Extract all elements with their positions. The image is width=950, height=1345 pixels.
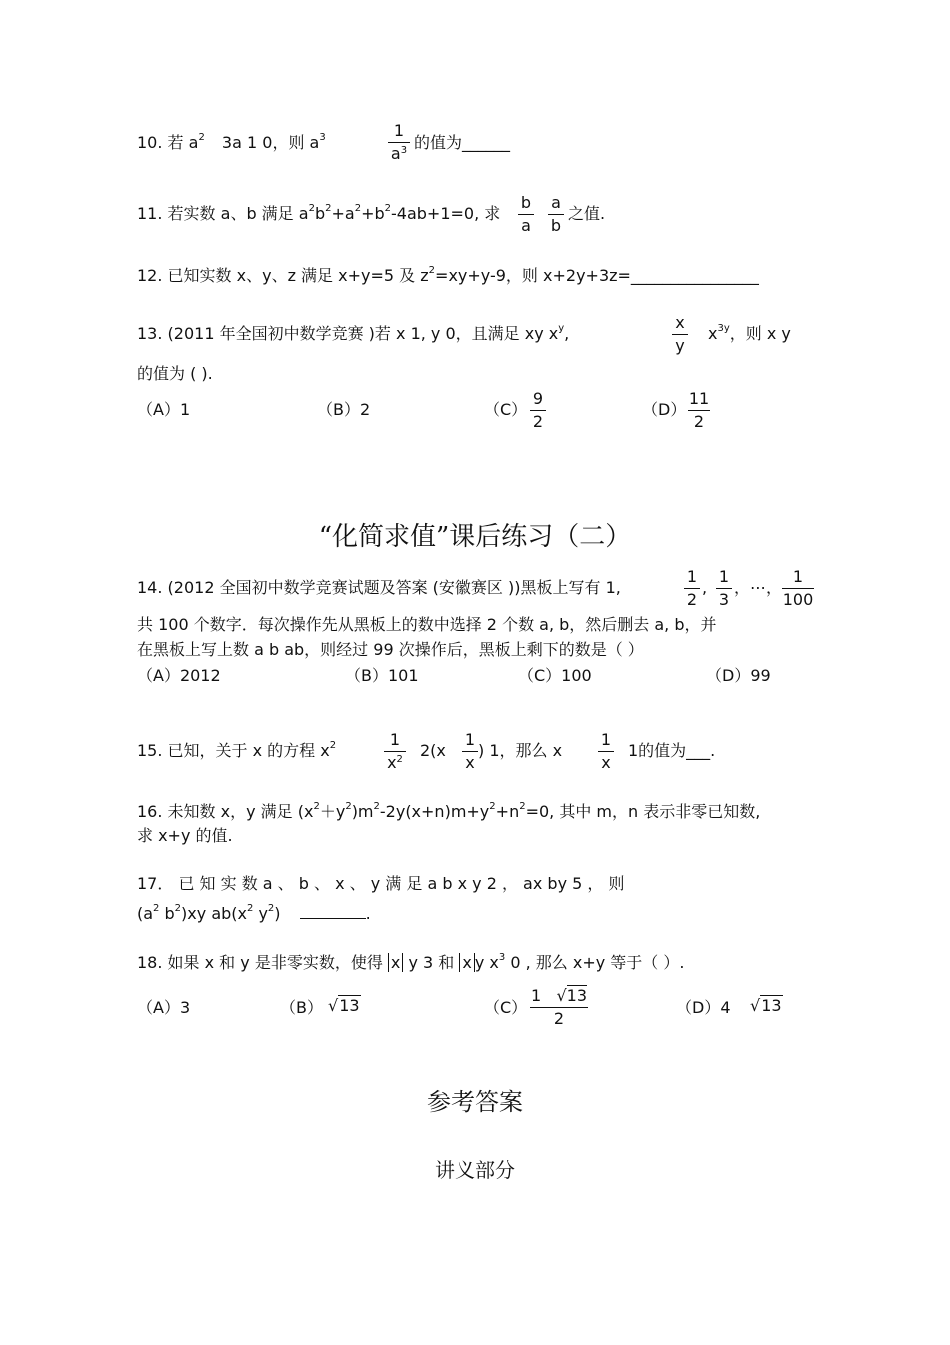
q14-line3: 在黑板上写上数 a b ab，则经过 99 次操作后，黑板上剩下的数是（ ） bbox=[137, 640, 644, 659]
q17-line2: ($a^2$ $b^2)xy$ $ab(x^2$ $y^2$) . bbox=[137, 903, 371, 923]
q11-fraction-a-over-b: a b bbox=[548, 193, 564, 236]
q14-option-a: （A）2012 bbox=[137, 666, 221, 685]
q15-fraction-3: 1 x bbox=[598, 730, 614, 773]
q14-option-c: （C）100 bbox=[518, 666, 592, 685]
q15-fraction-2: 1 x bbox=[462, 730, 478, 773]
q18-line: 18. 如果 x 和 y 是非零实数，使得 x y 3 和 x y $x^3$ 0 , 那么 x+y 等于（ ）. bbox=[137, 952, 685, 972]
q13-line2: 的值为 ( ). bbox=[137, 364, 213, 383]
section-heading-practice: “化简求值”课后练习（二） bbox=[318, 522, 632, 552]
q14-line2: 共 100 个数字．每次操作先从黑板上的数中选择 2 个数 a, b，然后删去 a, b，并 bbox=[137, 615, 717, 634]
q18-option-c: （C） bbox=[484, 998, 528, 1017]
q11-fraction-b-over-a: b a bbox=[518, 193, 534, 236]
q18-abs-x-2: x bbox=[459, 953, 474, 972]
q15-line: 15. 已知，关于 x 的方程 $x^2$ bbox=[137, 740, 337, 760]
q12-line: 12. 已知实数 x、y、z 满足 x+y=5 及 $z^2=xy+y-9$，则 x+2y+3z=________________ bbox=[137, 265, 759, 285]
q13-line1: 13. (2011 年全国初中数学竞赛 )若 x 1, y 0，且满足 xy $x^y$, bbox=[137, 323, 570, 343]
q13-fraction-x-over-y: x y bbox=[672, 313, 688, 356]
section-heading-lecture: 讲义部分 bbox=[435, 1158, 515, 1182]
q10-number: 10. bbox=[137, 133, 163, 152]
section-heading-answers: 参考答案 bbox=[427, 1088, 523, 1116]
q13-option-b: （B）2 bbox=[317, 400, 371, 419]
q13-option-a: （A）1 bbox=[137, 400, 191, 419]
q13-option-c: （C） bbox=[484, 400, 528, 419]
q13-option-d-fraction: 11 2 bbox=[688, 389, 710, 431]
q18-option-b-sqrt: √13 bbox=[328, 996, 360, 1015]
q16-line2: 求 x+y 的值. bbox=[137, 826, 233, 845]
q14-line1: 14. (2012 全国初中数学竞赛试题及答案 (安徽赛区 ))黑板上写有 1, bbox=[137, 578, 621, 597]
q14-option-b: （B）101 bbox=[345, 666, 419, 685]
q17-answer-blank bbox=[300, 918, 366, 919]
q10-line: 10. 若 $a^2$ 3a 1 0，则 $a^3$ bbox=[137, 132, 326, 152]
q10-tail: 的值为______ bbox=[414, 133, 511, 152]
q18-option-a: （A）3 bbox=[137, 998, 191, 1017]
q13-option-c-fraction: 9 2 bbox=[530, 389, 546, 432]
q15-fraction-1: 1 $x^2$ bbox=[384, 730, 406, 776]
q18-option-c-fraction: 1 √13 2 bbox=[531, 986, 587, 1028]
q18-option-d-sqrt: √13 bbox=[750, 996, 782, 1015]
q18-option-b: （B） bbox=[280, 998, 323, 1017]
q18-option-d: （D）4 bbox=[676, 998, 731, 1017]
q11-line: 11. 若实数 a、b 满足 $a^2b^2+a^2+b^2-4ab+1=0$, 求 bbox=[137, 203, 501, 223]
q14-option-d: （D）99 bbox=[706, 666, 771, 685]
q10-fraction: 1 $a^3$ bbox=[388, 121, 410, 167]
q16-line1: 16. 未知数 x，y 满足 $(x^2+y^2)m^2-2y(x+n)m+y^2+n^2=0$, 其中 m，n 表示非零已知数, bbox=[137, 801, 761, 821]
q13-option-d: （D） bbox=[642, 400, 687, 419]
q18-abs-x: x bbox=[388, 953, 403, 972]
q17-line1: 17． 已 知 实 数 a 、 b 、 x 、 y 满 足 a b x y 2 ， ax by 5 ， 则 bbox=[137, 874, 625, 893]
q14-fraction-hundredth: 1 100 bbox=[782, 567, 814, 609]
q14-fraction-half: 1 2 bbox=[684, 567, 700, 610]
q14-fraction-third: 1 3 bbox=[716, 567, 732, 610]
